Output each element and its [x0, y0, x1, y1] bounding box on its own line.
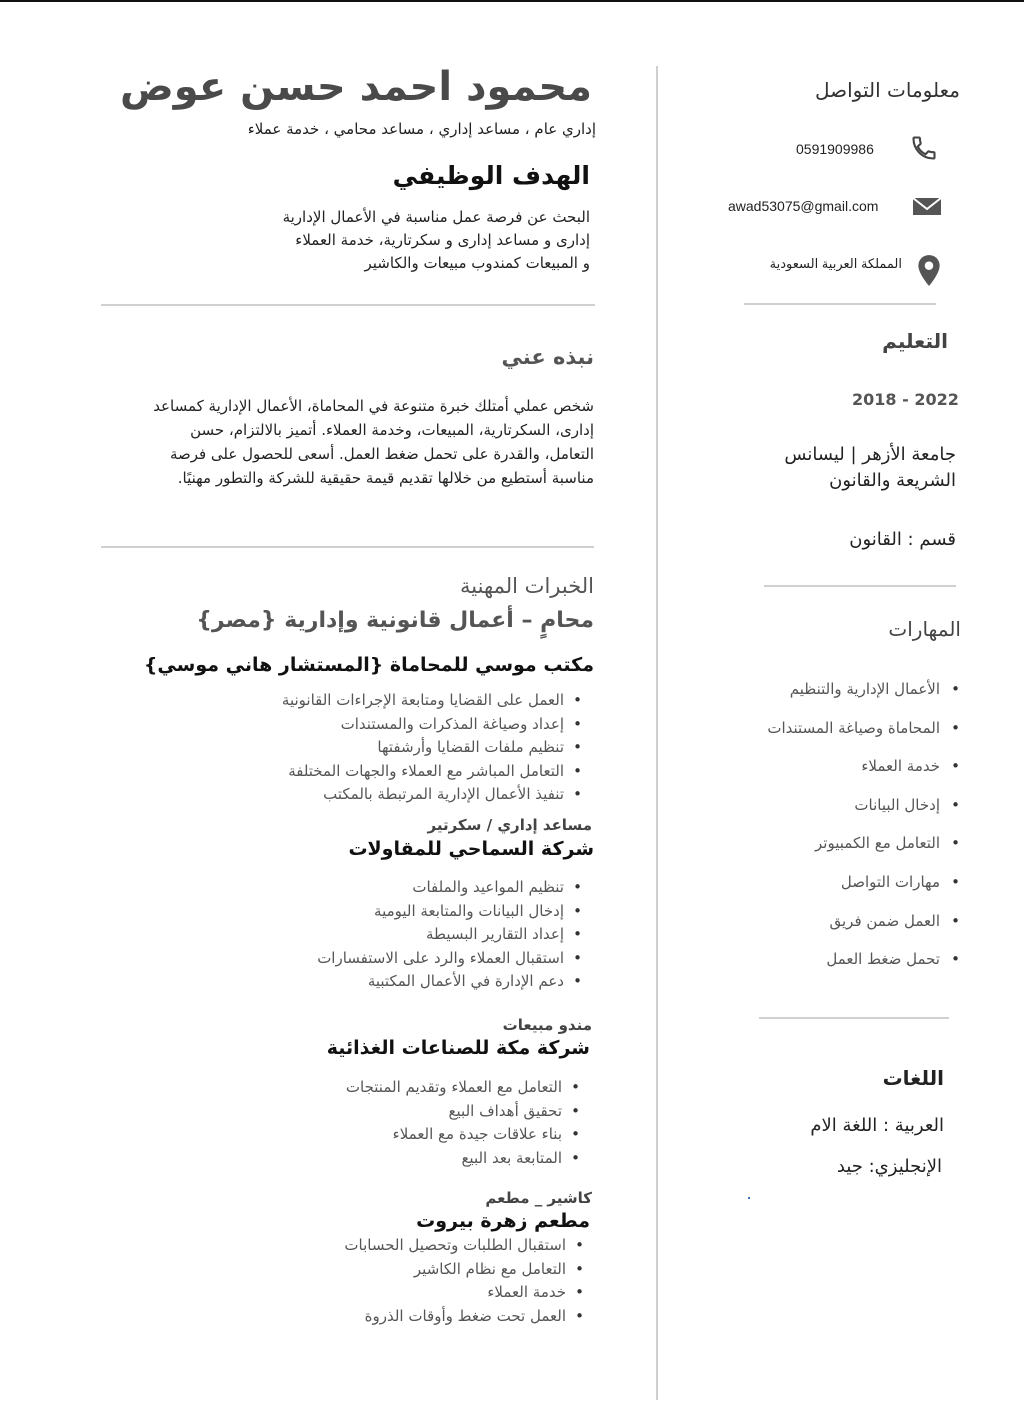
- objective-text: [260, 206, 590, 275]
- skill-item: • خدمة العملاء: [767, 747, 960, 786]
- about-line: إدارى، السكرتارية، المبيعات، وخدمة العملاء. أتميز بالالتزام، حسن: [190, 421, 594, 439]
- top-border: [0, 0, 1024, 2]
- divider: [744, 303, 936, 305]
- about-line: مناسبة أستطيع من خلالها تقديم قيمة حقيقية للشركة والتطور مهنيًا.: [177, 469, 594, 487]
- divider: [101, 304, 595, 306]
- experience-headline: محامٍ – أعمال قانونية وإدارية {مصر}: [196, 608, 594, 633]
- job-role: مساعد إداري / سكرتير: [427, 816, 592, 834]
- university-degree: جامعة الأزهر | ليسانس الشريعة والقانون: [784, 444, 956, 491]
- list-item: • بناء علاقات جيدة مع العملاء: [346, 1123, 584, 1147]
- list-item: • تنفيذ الأعمال الإدارية المرتبطة بالمكتب: [282, 783, 586, 807]
- skill-item: • الأعمال الإدارية والتنظيم: [767, 670, 960, 709]
- list-item: • التعامل المباشر مع العملاء والجهات المختلفة: [282, 760, 586, 784]
- divider: [759, 1017, 949, 1019]
- experience-title: الخبرات المهنية: [460, 574, 594, 598]
- skill-item: • التعامل مع الكمبيوتر: [767, 824, 960, 863]
- list-item: • تحقيق أهداف البيع: [346, 1100, 584, 1124]
- list-item: • العمل تحت ضغط وأوقات الذروة: [344, 1305, 588, 1329]
- about-line: شخص عملي أمتلك خبرة متنوعة في المحاماة، الأعمال الإدارية كمساعد: [153, 397, 594, 415]
- company-name: شركة مكة للصناعات الغذائية: [326, 1037, 590, 1059]
- language-english: الإنجليزي: جيد: [836, 1156, 942, 1177]
- list-item: • التعامل مع العملاء وتقديم المنتجات: [346, 1076, 584, 1100]
- skill-item: • المحاماة وصياغة المستندات: [767, 709, 960, 748]
- skills-title: المهارات: [888, 617, 961, 641]
- column-divider: [656, 66, 658, 1400]
- job-titles: إداري عام ، مساعد إداري ، مساعد محامي ، خدمة عملاء: [247, 120, 596, 138]
- objective-title: الهدف الوظيفي: [392, 161, 590, 190]
- list-item: • العمل على القضايا ومتابعة الإجراءات القانونية: [282, 689, 586, 713]
- job-role: مندو مبيعات: [502, 1016, 592, 1034]
- location-text: المملكة العربية السعودية: [769, 256, 902, 271]
- list-item: • استقبال الطلبات وتحصيل الحسابات: [344, 1234, 588, 1258]
- company-name: شركة السماحي للمقاولات: [348, 838, 594, 860]
- list-item: • دعم الإدارة في الأعمال المكتبية: [317, 970, 586, 994]
- divider: [101, 546, 594, 548]
- stray-dot: [748, 1197, 750, 1199]
- skills-list: [767, 670, 960, 979]
- list-item: • تنظيم المواعيد والملفات: [317, 876, 586, 900]
- phone-icon: [910, 134, 938, 162]
- objective-line: البحث عن فرصة عمل مناسبة في الأعمال الإدارية: [282, 208, 590, 226]
- email-address[interactable]: awad53075@gmail.com: [728, 198, 879, 214]
- list-item: • إعداد التقارير البسيطة: [317, 923, 586, 947]
- skill-item: • العمل ضمن فريق: [767, 902, 960, 941]
- duties-list: [282, 689, 586, 807]
- skill-item: • إدخال البيانات: [767, 786, 960, 825]
- phone-number[interactable]: 0591909986: [796, 141, 874, 157]
- language-arabic: العربية : اللغة الام: [810, 1115, 944, 1136]
- about-title: نبذه عني: [501, 345, 594, 369]
- duties-list: [346, 1076, 584, 1170]
- list-item: • استقبال العملاء والرد على الاستفسارات: [317, 947, 586, 971]
- about-line: التعامل، والقدرة على تحمل ضغط العمل. أسعى للحصول على فرصة: [169, 445, 594, 463]
- list-item: • إعداد وصياغة المذكرات والمستندات: [282, 713, 586, 737]
- envelope-icon: [911, 192, 943, 220]
- list-item: • المتابعة بعد البيع: [346, 1147, 584, 1171]
- list-item: • خدمة العملاء: [344, 1281, 588, 1305]
- list-item: • التعامل مع نظام الكاشير: [344, 1258, 588, 1282]
- education-department: قسم : القانون: [849, 529, 956, 550]
- education-years: 2018 - 2022: [852, 390, 959, 409]
- education-title: التعليم: [882, 329, 948, 353]
- duties-list: [344, 1234, 588, 1328]
- about-text: [114, 394, 594, 490]
- skill-item: • تحمل ضغط العمل: [767, 940, 960, 979]
- divider: [764, 585, 956, 587]
- company-name: مكتب موسي للمحاماة {المستشار هاني موسي}: [143, 654, 594, 676]
- objective-line: إدارى و مساعد إدارى و سكرتارية، خدمة العملاء: [295, 231, 590, 249]
- company-name: مطعم زهرة بيروت: [416, 1210, 590, 1232]
- languages-title: اللغات: [882, 1066, 944, 1090]
- skill-item: • مهارات التواصل: [767, 863, 960, 902]
- contact-title: معلومات التواصل: [814, 78, 960, 102]
- objective-line: و المبيعات كمندوب مبيعات والكاشير: [364, 254, 590, 272]
- job-role: كاشير _ مطعم: [485, 1189, 592, 1207]
- candidate-name: محمود احمد حسن عوض: [120, 64, 592, 110]
- list-item: • إدخال البيانات والمتابعة اليومية: [317, 900, 586, 924]
- list-item: • تنظيم ملفات القضايا وأرشفتها: [282, 736, 586, 760]
- duties-list: [317, 876, 586, 994]
- location-pin-icon: [916, 254, 942, 288]
